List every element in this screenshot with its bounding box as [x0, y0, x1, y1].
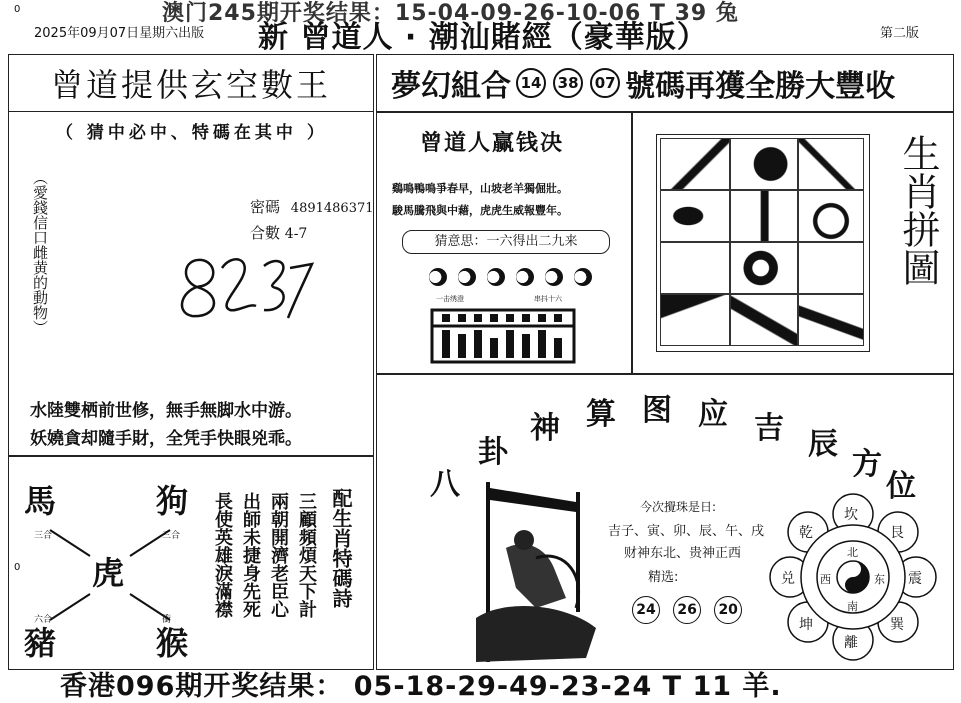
- god-directions: 财神东北、贵神正西: [624, 546, 742, 561]
- arc-char: 应: [698, 397, 728, 432]
- arc-char: 吉: [754, 411, 784, 446]
- combo-number-3: 07: [590, 68, 620, 98]
- combo-prefix: 夢幻組合: [391, 69, 511, 104]
- edition-label: 第二版: [880, 26, 920, 41]
- trigram-gen: 艮: [890, 525, 904, 541]
- vertical-hint: （愛錢信口雌黄的動物）: [31, 170, 49, 335]
- moon-icon: [429, 268, 447, 286]
- zodiac-cross-lines: [40, 520, 180, 630]
- puzzle-tile: [730, 138, 798, 190]
- trigram-kun: 坤: [799, 617, 813, 633]
- arc-char: 八: [430, 467, 460, 502]
- code-row: [250, 196, 374, 217]
- abacus-right-label: 串抖十六: [534, 295, 562, 303]
- top-result-banner: 澳门245期开奖结果：15-04-09-26-10-06 T 39 兔: [162, 1, 739, 26]
- moon-icon: [574, 268, 592, 286]
- tagline: （ 猜中必中、特碼在其中 ）: [56, 123, 328, 143]
- corner-mark: 0: [14, 4, 21, 15]
- pick-label: 精选:: [648, 570, 679, 585]
- relation-label-3: 六合: [34, 615, 53, 625]
- poem-col-1: 三顧頻煩天下計: [296, 492, 317, 618]
- pick-numbers: [628, 596, 746, 624]
- trigram-zhen: 震: [908, 571, 922, 587]
- zodiac-dog: 狗: [156, 482, 189, 520]
- arc-char: 位: [886, 469, 916, 504]
- puzzle-tile: [660, 294, 730, 346]
- numbers-king-banner: [8, 54, 374, 112]
- pick-number-2: 26: [673, 596, 701, 624]
- relation-label-2: 三合: [162, 531, 181, 541]
- poem-col-3: 出師未捷身先死: [240, 492, 261, 618]
- paper-title: 新 曾道人 · 潮汕賭經（豪華版）: [258, 20, 708, 55]
- direction-south: 南: [847, 600, 858, 613]
- poem-line-1: 水陸雙栖前世修，無手無脚水中游。: [30, 401, 302, 421]
- win-title: 曾道人赢钱决: [420, 130, 565, 156]
- arc-char: 卦: [478, 435, 508, 470]
- combo-number-1: 14: [516, 68, 546, 98]
- poem-col-2: 兩朝開濟老臣心: [268, 492, 289, 618]
- combo-banner: [376, 54, 954, 112]
- zodiac-tiger: 虎: [92, 554, 125, 592]
- zodiac-monkey: 猴: [156, 624, 189, 662]
- puzzle-tile: [730, 294, 798, 346]
- riddle-box: 猜意思：一六得出二九来: [402, 230, 610, 254]
- pick-number-1: 24: [632, 596, 660, 624]
- zodiac-horse: 馬: [24, 482, 57, 520]
- puzzle-tile: [798, 190, 864, 242]
- sum-value: 4-7: [284, 226, 308, 242]
- puzzle-title: 生肖拼圖: [896, 134, 940, 286]
- trigram-qian: 乾: [799, 525, 813, 541]
- handwritten-number: [172, 248, 322, 328]
- arc-char: 方: [852, 447, 882, 482]
- sum-label: 合數: [250, 224, 281, 242]
- arc-char: 神: [530, 411, 560, 446]
- poem-title-vertical: 配生肖特碼詩: [329, 488, 353, 608]
- trigram-xun: 巽: [890, 617, 904, 633]
- puzzle-tile: [660, 138, 730, 190]
- arc-char: 图: [642, 393, 672, 428]
- moon-icon: [487, 268, 505, 286]
- combo-number-2: 38: [553, 68, 583, 98]
- puzzle-tile: [660, 190, 730, 242]
- trigram-dui: 兑: [781, 571, 795, 587]
- arc-char: 辰: [808, 427, 838, 462]
- pick-number-3: 20: [714, 596, 742, 624]
- direction-west: 西: [820, 573, 831, 586]
- direction-north: 北: [847, 546, 858, 559]
- side-mark: 0: [14, 562, 21, 573]
- lucky-branches: 吉子、寅、卯、辰、午、戌: [608, 524, 765, 539]
- puzzle-tile: [798, 294, 864, 346]
- win-verse-1: 鷄鳴鴨鳴爭春早，山坡老羊獨倔壯。: [392, 182, 568, 195]
- poem-col-4: 長使英雄淚滿襟: [212, 492, 233, 618]
- banner-text: 曾道提供玄空數王: [50, 66, 331, 104]
- zodiac-pig: 豬: [24, 624, 57, 662]
- puzzle-tile: [730, 242, 798, 294]
- moon-phases: [426, 268, 595, 290]
- abacus-icon: [430, 308, 576, 364]
- luck-label: 今次攪珠是日:: [640, 500, 717, 514]
- date-line: 2025年09月07日星期六出版: [34, 26, 205, 41]
- sum-row: [250, 222, 307, 243]
- win-verse-2: 駿馬騰飛與中藉，虎虎生威報豐年。: [392, 204, 568, 217]
- direction-east: 东: [874, 573, 885, 586]
- combo-suffix: 號碼再獲全勝大豐收: [625, 69, 896, 104]
- puzzle-tile: [660, 242, 730, 294]
- hk-result-banner: 香港096期开奖结果： 05-18-29-49-23-24 T 11 羊.: [60, 671, 782, 702]
- poem-line-2: 妖嬈貪却隨手財，全凭手快眼兇乖。: [30, 429, 302, 449]
- trigram-li: 離: [844, 635, 858, 651]
- puzzle-tile: [730, 190, 798, 242]
- code-value: 4891486371: [290, 201, 374, 216]
- warrior-illustration: [436, 478, 606, 670]
- trigram-kan: 坎: [844, 507, 858, 523]
- moon-icon: [545, 268, 563, 286]
- puzzle-tile: [798, 242, 864, 294]
- relation-label-1: 三合: [34, 531, 53, 541]
- arc-char: 算: [586, 397, 616, 432]
- puzzle-tile: [798, 138, 864, 190]
- relation-label-4: 衝: [162, 615, 172, 625]
- bagua-wheel: [768, 492, 938, 662]
- moon-icon: [458, 268, 476, 286]
- moon-icon: [516, 268, 534, 286]
- code-label: 密碼: [250, 198, 281, 216]
- abacus-left-label: 一击绣澄: [436, 295, 464, 303]
